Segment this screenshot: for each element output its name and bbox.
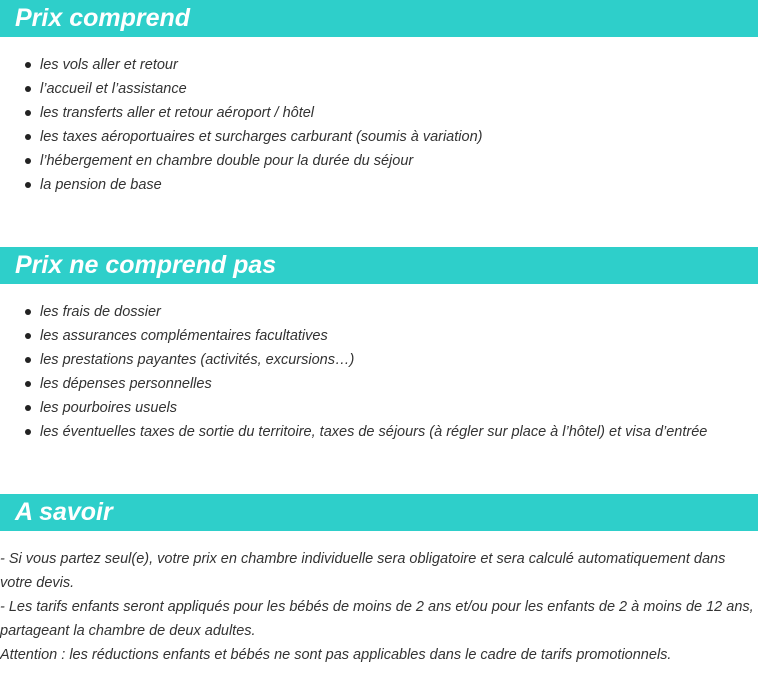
info-section-header xyxy=(0,494,758,531)
not-included-list xyxy=(0,300,707,444)
bullet-icon xyxy=(25,333,31,339)
list-item xyxy=(0,372,707,396)
list-item xyxy=(0,125,482,149)
list-item-text: les dépenses personnelles xyxy=(40,376,212,392)
bullet-icon xyxy=(25,158,31,164)
info-paragraph: - Si vous partez seul(e), votre prix en chambre individuelle sera obligatoire et sera calculé automatiquement dans votre devis. xyxy=(0,551,726,591)
list-item xyxy=(0,324,707,348)
info-paragraph: - Les tarifs enfants seront appliqués pour les bébés de moins de 2 ans et/ou pour les enfants de 2 à moins de 12 ans, partageant la chambre de deux adultes. xyxy=(0,599,754,639)
bullet-icon xyxy=(25,62,31,68)
not-included-section-title: Prix ne comprend pas xyxy=(15,251,277,279)
bullet-icon xyxy=(25,429,31,435)
list-item xyxy=(0,77,482,101)
list-item-text: l’hébergement en chambre double pour la durée du séjour xyxy=(40,153,414,169)
info-text-block xyxy=(0,547,756,667)
bullet-icon xyxy=(25,110,31,116)
bullet-icon xyxy=(25,182,31,188)
list-item-text: la pension de base xyxy=(40,177,162,193)
list-item xyxy=(0,53,482,77)
list-item xyxy=(0,420,707,444)
list-item-text: les taxes aéroportuaires et surcharges carburant (soumis à variation) xyxy=(40,129,483,145)
info-paragraph: Attention : les réductions enfants et bébés ne sont pas applicables dans le cadre de tarifs promotionnels. xyxy=(0,647,672,663)
bullet-icon xyxy=(25,86,31,92)
list-item-text: les éventuelles taxes de sortie du territoire, taxes de séjours (à régler sur place à l’hôtel) et visa d’entrée xyxy=(40,424,708,440)
list-item xyxy=(0,300,707,324)
list-item xyxy=(0,396,707,420)
list-item xyxy=(0,101,482,125)
bullet-icon xyxy=(25,405,31,411)
included-list xyxy=(0,53,482,197)
info-section-title: A savoir xyxy=(15,498,113,526)
included-section-title: Prix comprend xyxy=(15,4,191,32)
bullet-icon xyxy=(25,134,31,140)
list-item xyxy=(0,348,707,372)
list-item-text: l’accueil et l’assistance xyxy=(40,81,187,97)
list-item-text: les frais de dossier xyxy=(40,304,161,320)
list-item xyxy=(0,173,482,197)
list-item-text: les assurances complémentaires facultatives xyxy=(40,328,328,344)
list-item-text: les transferts aller et retour aéroport / hôtel xyxy=(40,105,315,121)
list-item-text: les prestations payantes (activités, excursions…) xyxy=(40,352,355,368)
not-included-section-header xyxy=(0,247,758,284)
bullet-icon xyxy=(25,357,31,363)
bullet-icon xyxy=(25,381,31,387)
bullet-icon xyxy=(25,309,31,315)
list-item-text: les vols aller et retour xyxy=(40,57,178,73)
list-item xyxy=(0,149,482,173)
list-item-text: les pourboires usuels xyxy=(40,400,178,416)
included-section-header xyxy=(0,0,758,37)
